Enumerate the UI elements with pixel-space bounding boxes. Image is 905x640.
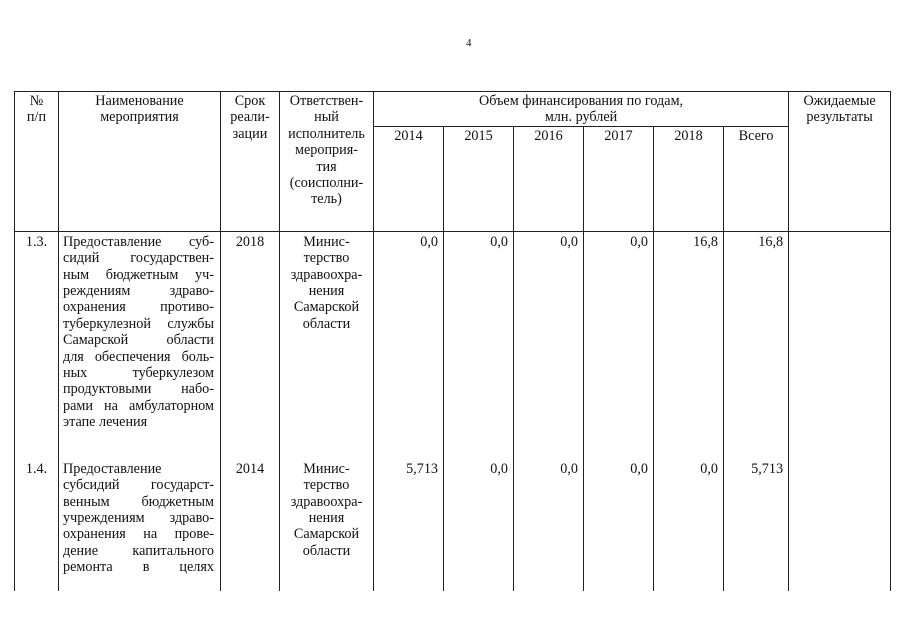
header-year: 2014 (374, 126, 444, 231)
row-name: Предоставление суб- сидий государствен- ным бюджетным уч- реждениям здраво- охранения противо- туберкулезной службы Самарской области для обеспечения боль- ных туберкулезом продуктовыми набо- рами на амбулаторном этапе лечения (59, 231, 221, 459)
row-value: 0,0 (514, 459, 584, 591)
row-value: 16,8 (654, 231, 724, 459)
header-year: 2015 (444, 126, 514, 231)
header-total: Всего (724, 126, 789, 231)
row-value: 0,0 (654, 459, 724, 591)
row-num: 1.4. (15, 459, 59, 591)
row-executor: Минис- терство здравоохра- нения Самарской области (280, 231, 374, 459)
row-value: 0,0 (584, 231, 654, 459)
row-num: 1.3. (15, 231, 59, 459)
row-results (789, 459, 891, 591)
activities-table (14, 91, 891, 591)
header-executor: Ответствен- ный исполнитель мероприя- тия (соисполни- тель) (280, 92, 374, 232)
header-year: 2017 (584, 126, 654, 231)
header-term: Срок реали- зации (221, 92, 280, 232)
table-row (15, 459, 891, 591)
row-total: 16,8 (724, 231, 789, 459)
row-value: 0,0 (514, 231, 584, 459)
header-year: 2016 (514, 126, 584, 231)
page-number: 4 (466, 37, 472, 49)
row-results (789, 231, 891, 459)
header-financing: Объем финансирования по годам, млн. рублей (374, 92, 789, 127)
header-year: 2018 (654, 126, 724, 231)
row-term: 2018 (221, 231, 280, 459)
header-results: Ожидаемые результаты (789, 92, 891, 232)
row-value: 0,0 (444, 231, 514, 459)
header-num (15, 92, 59, 232)
row-value: 0,0 (374, 231, 444, 459)
table-row (15, 231, 891, 459)
row-value: 0,0 (444, 459, 514, 591)
row-name: Предоставление субсидий государст- венным бюджетным учреждениям здраво- охранения на прове- дение капитального ремонта в целях (59, 459, 221, 591)
row-total: 5,713 (724, 459, 789, 591)
header-name: Наименование мероприятия (59, 92, 221, 232)
row-executor: Минис- терство здравоохра- нения Самарской области (280, 459, 374, 591)
header-num-text: № п/п (26, 93, 47, 126)
row-value: 5,713 (374, 459, 444, 591)
row-term: 2014 (221, 459, 280, 591)
row-value: 0,0 (584, 459, 654, 591)
